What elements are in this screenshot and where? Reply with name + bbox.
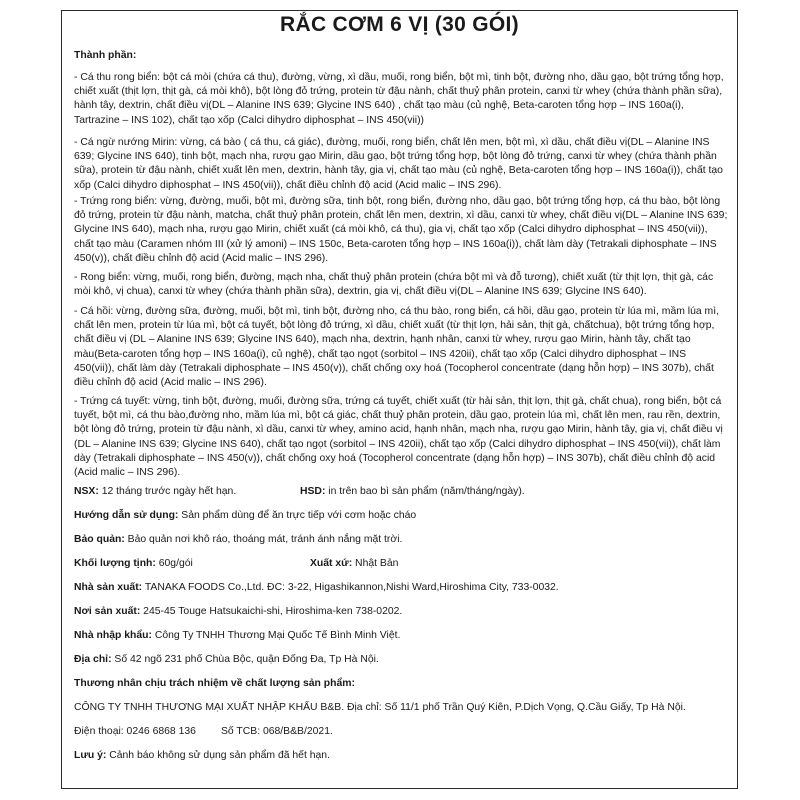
ingredient-3 <box>74 195 729 266</box>
ingredients-heading <box>74 49 729 63</box>
ingredient-text: - Trứng rong biển: vừng, đường, muối, bột mì, đường sữa, tinh bột, rong biển, đường nho, dầu gạo, bột trứng tổng hợp, cá thu bào, bột lòng đỏ trứng, protein từ đậu nành, matcha, chất thuỷ phân protein, chất lên men, dextrin, xì dầu, canxi từ whey, chất điều vị(DL – Alanine INS 639; Glycine INS 640), mạch nha, rượu gạo Mirin, chiết xuất (cá mòi khô, cá thu), gia vị, chất tạo xốp (Calci dihydro diphosphat – INS 450(vii)), chất tạo màu (Caramen nhóm III (xử lý amoni) – INS 150c, Beta-caroten tổng hợp – INS 160a(i)), chất làm dày (Tetrakali diphosphate – INS 450(v)), chất điều chỉnh độ acid (Acid malic – INS 296). <box>74 196 728 264</box>
storage-row <box>74 533 729 547</box>
weight-origin-row <box>74 557 729 571</box>
ingredient-text: - Trứng cá tuyết: vừng, tinh bột, đường, muối, đường sữa, trứng cá tuyết, chiết xuất (từ hải sản, thịt lợn, thịt gà, chất chua), rong biển, bột cá tuyết, bột mì, cá thu bào,đường nho, mầm lúa mì, bột cá giác, chất thuỷ phân protein, dầu gạo, protein lúa mì, chất lên men, rau rền, dextrin, bột lòng đỏ trứng, protein từ đậu nành, xì dầu, canxi từ whey, amino acid, hạnh nhân, mạch nha, rượu gạo Mirin, hành tây, gia vị, chất điều vị (DL – Alanine INS 639; Glycine INS 640), chất tạo ngọt (sorbitol – INS 420ii), chất tạo xốp (Calci dihydro diphosphat – INS 450(vii)), chất làm dày (Tetrakali diphosphate – INS 450(v)), chất chống oxy hoá (Tocopherol concentrate (dạng hỗn hợp) – INS 307b), chất điều chỉnh độ acid (Acid malic – INS 296). <box>74 396 723 479</box>
ingredient-text: - Rong biển: vừng, muối, rong biển, đường, mạch nha, chất thuỷ phân protein (chứa bột mì và đỗ tương), chiết xuất (từ thịt lợn, thịt gà, các mòi khô, vị chua), canxi từ whey (chứa thành phần sữa), dextrin, gia vị, chất điều vị(DL – Alanine INS 639; Glycine INS 640). <box>74 272 714 298</box>
hsd-value: in trên bao bì sản phẩm (năm/tháng/ngày). <box>325 486 525 497</box>
manufacturer-value: TANAKA FOODS Co.,Ltd. ĐC: 3-22, Higashikannon,Nishi Ward,Hiroshima City, 733-0032. <box>142 582 559 593</box>
label-frame <box>61 10 738 789</box>
production-place-row <box>74 605 729 619</box>
origin-value: Nhật Bản <box>352 558 399 569</box>
responsible-company-row <box>74 701 729 715</box>
nsx-label: NSX: <box>74 486 99 497</box>
ingredient-4 <box>74 271 729 299</box>
contact-row <box>74 725 729 739</box>
production-place-label: Nơi sản xuất: <box>74 606 141 617</box>
address-row <box>74 653 729 667</box>
ingredient-text: - Cá thu rong biển: bột cá mòi (chứa cá thu), đường, vừng, xì dầu, muối, rong biển, bột mì, tinh bột, đường nho, dầu gạo, bột trứng tổng hợp, chiết xuất (thịt lợn, thịt gà, cá mòi khô), bột lòng đỏ trứng, protein từ đậu nành, chất thuỷ phân protein, canxi từ whey (chứa thành phần sữa), hành tây, dextrin, chất điều vị(DL – Alanine INS 639; Glycine INS 640) , chất tạo màu (củ nghệ, Beta-caroten tổng hợp – INS 160a(i), Tartrazine – INS 102), chất tạo xốp (Calci dihydro diphosphat – INS 450(vii)) <box>74 72 724 126</box>
address-label: Địa chỉ: <box>74 654 112 665</box>
responsible-company: CÔNG TY TNHH THƯƠNG MẠI XUẤT NHẬP KHẨU B&B. Địa chỉ: Số 11/1 phố Trần Quý Kiên, P.Dịch Vọng, Q.Cầu Giấy, Tp Hà Nội. <box>74 702 686 713</box>
nsx-value: 12 tháng trước ngày hết hạn. <box>98 486 237 497</box>
ingredient-text: - Cá ngừ nướng Mirin: vừng, cá bào ( cá thu, cá giác), đường, muối, rong biển, chất lên men, bột mì, xì dầu, chất điều vị(DL – Alanine INS 639; Glycine INS 640), tinh bột, mạch nha, rượu gạo Mirin, dầu gạo, bột trứng tổng hợp, bột lòng đỏ trứng, canxi từ whey (chứa thành phần sữa), protein từ đậu nành, chiết xuất lên men, dextrin, hành tây, gia vị, chất tạo màu (củ nghệ, Beta-caroten tổng hợp – INS 160a(i)), chất tạo xốp (Calci dihydro diphosphat – INS 450(vii)), chất điều chỉnh độ acid (Acid malic – INS 296). <box>74 137 723 191</box>
manufacturer-label: Nhà sản xuất: <box>74 582 143 593</box>
ingredient-1 <box>74 71 729 128</box>
storage-label: Bảo quản: <box>74 534 125 545</box>
net-weight-value: 60g/gói <box>155 558 193 569</box>
note-row <box>74 749 729 763</box>
tcb: Số TCB: 068/B&B/2021. <box>221 726 333 737</box>
ingredient-2 <box>74 136 729 193</box>
importer-label: Nhà nhập khẩu: <box>74 630 152 641</box>
note-label: Lưu ý: <box>74 750 107 761</box>
ingredients-heading-text: Thành phần: <box>74 50 137 61</box>
hsd-label: HSD: <box>300 486 326 497</box>
origin <box>310 557 398 571</box>
ingredient-6 <box>74 395 729 480</box>
hsd <box>300 485 525 499</box>
product-title: RẮC CƠM 6 VỊ (30 GÓI) <box>280 13 519 36</box>
phone: Điện thoại: 0246 6868 136 <box>74 726 196 737</box>
production-place-value: 245-45 Touge Hatsukaichi-shi, Hiroshima-ken 738-0202. <box>140 606 403 617</box>
address-value: Số 42 ngõ 231 phố Chùa Bộc, quận Đống Đa, Tp Hà Nội. <box>111 654 379 665</box>
usage-value: Sản phẩm dùng để ăn trực tiếp với cơm hoặc cháo <box>178 510 417 521</box>
manufacturer-row <box>74 581 729 595</box>
usage-label: Hướng dẫn sử dụng: <box>74 510 179 521</box>
nsx-hsd-row <box>74 485 729 499</box>
note-value: Cảnh báo không sử dụng sản phẩm đã hết hạn. <box>106 750 330 761</box>
importer-value: Công Ty TNHH Thương Mại Quốc Tế Bình Minh Việt. <box>151 630 401 641</box>
responsible-heading <box>74 677 729 691</box>
usage-row <box>74 509 729 523</box>
origin-label: Xuất xứ: <box>310 558 353 569</box>
ingredient-5 <box>74 305 729 390</box>
storage-value: Bảo quản nơi khô ráo, thoáng mát, tránh ánh nắng mặt trời. <box>124 534 403 545</box>
importer-row <box>74 629 729 643</box>
responsible-heading-text: Thương nhân chịu trách nhiệm về chất lượng sản phẩm: <box>74 678 355 689</box>
ingredient-text: - Cá hồi: vừng, đường sữa, đường, muối, bột mì, tinh bột, đường nho, cá thu bào, rong biển, cá hồi, dầu gạo, protein từ lúa mì, mầm lúa mì, chất lên men, protein từ lúa mì, bột cá tuyết, bột lòng đỏ trứng, xì dầu, chiết xuất (từ thịt lợn, hải sản, thịt gà, chấtchua), bột trứng tổng hợp, chất điều vị (DL – Alanine INS 639; Glycine INS 640), mạch nha, dextrin, hạnh nhân, canxi từ whey, rượu gạo Mirin, hành tây, chất tạo màu(Beta-caroten tổng hợp – INS 160a(i), củ nghệ), chất tạo ngọt (sorbitol – INS 420ii), chất tạo xốp (Calci dihydro diphosphat – INS 450(vii)), chất làm dày (Tetrakali diphosphate – INS 450(v)), chất chống oxy hoá (Tocopherol concentrate (dạng hỗn hợp) – INS 307b), chất điều chỉnh độ acid (Acid malic – INS 296). <box>74 306 719 389</box>
net-weight-label: Khối lượng tịnh: <box>74 558 156 569</box>
